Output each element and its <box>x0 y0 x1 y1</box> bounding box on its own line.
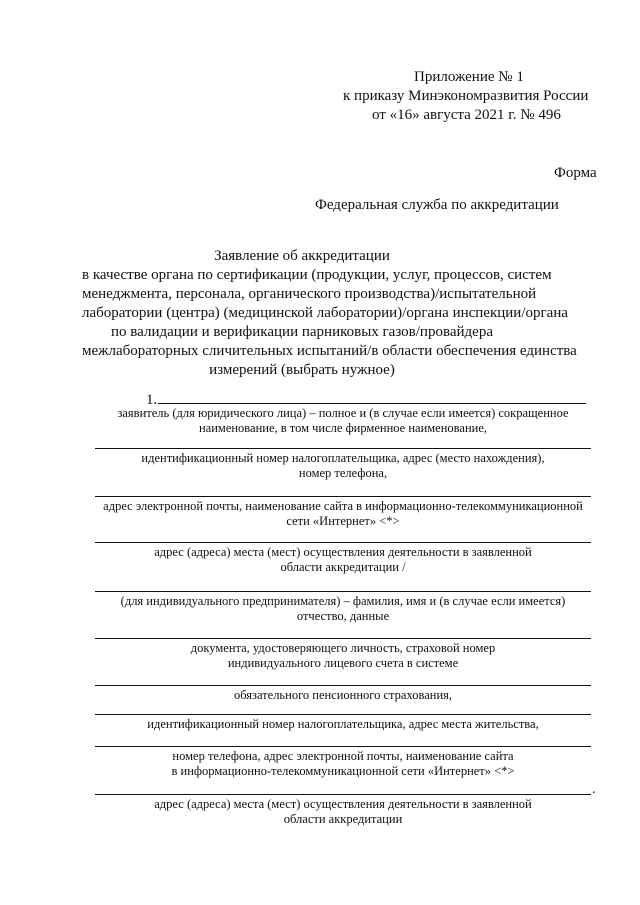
caption-line: номер телефона, адрес электронной почты, наименование сайта <box>172 749 514 763</box>
field-email-site <box>95 496 591 529</box>
fill-line[interactable] <box>95 685 591 686</box>
appendix-order: к приказу Минэкономразвития России <box>343 88 589 104</box>
caption-line: области аккредитации <box>283 812 403 826</box>
title-line: лаборатории (центра) (медицинской лаборатории)/органа инспекции/органа <box>82 305 568 321</box>
caption-line: в информационно-телекоммуникационной сети «Интернет» <*> <box>171 764 515 778</box>
fill-line[interactable] <box>95 448 591 449</box>
caption-line: идентификационный номер налогоплательщика, адрес (место нахождения), <box>141 451 545 465</box>
caption-line: отчество, данные <box>296 609 390 623</box>
caption-line: индивидуального лицевого счета в системе <box>227 656 459 670</box>
field-pension-insurance <box>95 685 591 703</box>
field-activity-address-ip <box>95 794 591 827</box>
fill-line[interactable] <box>95 746 591 747</box>
title-line: по валидации и верификации парниковых газов/провайдера <box>111 324 493 340</box>
fill-line[interactable] <box>95 794 591 795</box>
field-phone-email <box>95 746 591 779</box>
title-line: менеджмента, персонала, органического производства)/испытательной <box>82 286 537 302</box>
document-title <box>82 247 577 380</box>
field-activity-address <box>95 542 591 575</box>
field-caption <box>95 688 591 703</box>
caption-line: идентификационный номер налогоплательщика, адрес места жительства, <box>147 717 539 731</box>
fill-line[interactable] <box>95 714 591 715</box>
title-line: межлабораторных сличительных испытаний/в области обеспечения единства <box>82 343 577 359</box>
field-applicant-name <box>95 404 591 436</box>
appendix-date: от «16» августа 2021 г. № 496 <box>372 107 561 123</box>
caption-line: документа, удостоверяющего личность, страховой номер <box>190 641 496 655</box>
caption-line: (для индивидуального предпринимателя) – фамилия, имя и (в случае если имеется) <box>120 594 566 608</box>
field-caption <box>95 749 591 779</box>
caption-line: области аккредитации / <box>280 560 406 574</box>
caption-line: адрес электронной почты, наименование сайта в информационно-телекоммуникационной <box>103 499 583 513</box>
field-caption <box>95 406 591 436</box>
fill-line[interactable] <box>95 496 591 497</box>
appendix-number: Приложение № 1 <box>414 69 524 85</box>
fill-line[interactable] <box>95 591 591 592</box>
field-inn-address <box>95 448 591 481</box>
form-label: Форма <box>554 165 597 181</box>
caption-line: адрес (адреса) места (мест) осуществления деятельности в заявленной <box>154 545 532 559</box>
title-line: измерений (выбрать нужное) <box>209 362 395 378</box>
fill-line[interactable] <box>95 638 591 639</box>
caption-line: наименование, в том числе фирменное наименование, <box>198 421 488 435</box>
fill-line[interactable] <box>95 542 591 543</box>
caption-line: сети «Интернет» <*> <box>286 514 400 528</box>
caption-line: обязательного пенсионного страхования, <box>233 688 453 702</box>
caption-line: номер телефона, <box>298 466 388 480</box>
caption-line: заявитель (для юридического лица) – полное и (в случае если имеется) сокращенное <box>117 406 569 420</box>
field-caption <box>95 594 591 624</box>
field-identity-document <box>95 638 591 671</box>
agency-name: Федеральная служба по аккредитации <box>315 197 559 213</box>
item-number: 1. <box>146 392 158 408</box>
caption-line: адрес (адреса) места (мест) осуществления деятельности в заявленной <box>154 797 532 811</box>
field-caption <box>95 797 591 827</box>
title-line: в качестве органа по сертификации (продукции, услуг, процессов, систем <box>82 267 552 283</box>
field-entrepreneur-name <box>95 591 591 624</box>
appendix-header <box>330 68 595 125</box>
field-inn-residence <box>95 714 591 732</box>
field-caption <box>95 717 591 732</box>
field-caption <box>95 451 591 481</box>
trailing-dot: . <box>592 782 596 797</box>
field-caption <box>95 499 591 529</box>
title-line: Заявление об аккредитации <box>214 248 390 264</box>
field-caption <box>95 545 591 575</box>
field-caption <box>95 641 591 671</box>
